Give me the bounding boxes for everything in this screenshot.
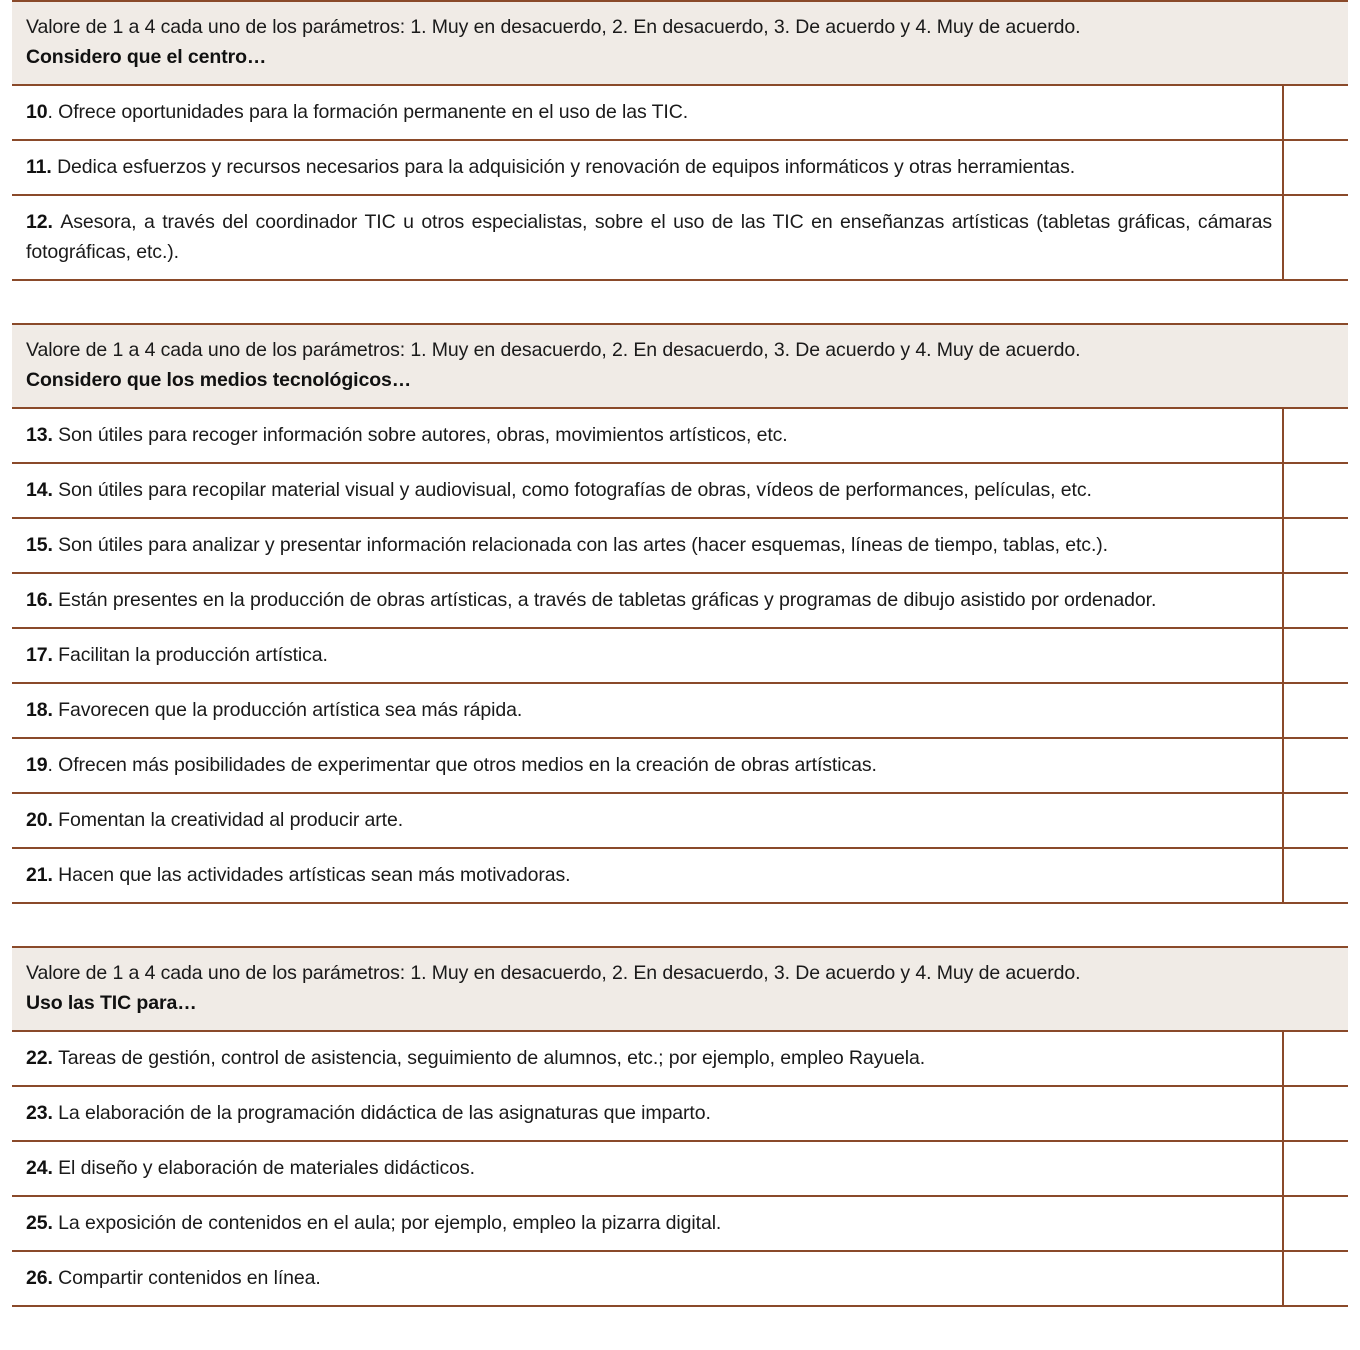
- item-number: 18: [26, 699, 48, 721]
- answer-cell[interactable]: [1284, 86, 1348, 139]
- section-rows-2: [12, 409, 1348, 902]
- item-statement: [12, 794, 1284, 847]
- item-number: 26: [26, 1267, 48, 1289]
- item-separator: .: [47, 534, 59, 556]
- table-row: [12, 141, 1348, 196]
- item-number: 12: [26, 211, 48, 233]
- answer-cell[interactable]: [1284, 196, 1348, 279]
- item-body: Facilitan la producción artística.: [58, 644, 328, 666]
- section-header-2: [12, 325, 1348, 409]
- item-separator: .: [47, 424, 59, 446]
- item-statement: [12, 1197, 1284, 1250]
- item-separator: .: [47, 1212, 59, 1234]
- table-row: [12, 519, 1348, 574]
- item-number: 14: [26, 479, 48, 501]
- item-statement: [12, 1087, 1284, 1140]
- item-statement: [12, 684, 1284, 737]
- item-number: 24: [26, 1157, 48, 1179]
- item-statement: [12, 196, 1284, 279]
- item-number: 19: [26, 754, 48, 776]
- item-statement: [12, 464, 1284, 517]
- item-number: 21: [26, 864, 48, 886]
- item-body: Favorecen que la producción artística sea más rápida.: [58, 699, 523, 721]
- table-row: [12, 629, 1348, 684]
- table-row: [12, 464, 1348, 519]
- item-statement: [12, 519, 1284, 572]
- item-statement: [12, 1252, 1284, 1305]
- questionnaire-section-1: [12, 0, 1348, 281]
- item-separator: .: [47, 754, 59, 776]
- item-separator: .: [47, 101, 59, 123]
- item-statement: [12, 1032, 1284, 1085]
- item-separator: .: [47, 1047, 59, 1069]
- item-number: 25: [26, 1212, 48, 1234]
- table-row: [12, 409, 1348, 464]
- item-body: Tareas de gestión, control de asistencia, seguimiento de alumnos, etc.; por ejemplo, empleo Rayuela.: [58, 1047, 926, 1069]
- item-statement: [12, 86, 1284, 139]
- item-number: 17: [26, 644, 48, 666]
- section-prompt-1: Considero que el centro…: [26, 46, 267, 68]
- item-separator: .: [47, 864, 59, 886]
- item-body: Son útiles para analizar y presentar información relacionada con las artes (hacer esquemas, líneas de tiempo, tablas, etc.).: [58, 534, 1108, 556]
- table-row: [12, 196, 1348, 279]
- item-body: Compartir contenidos en línea.: [58, 1267, 321, 1289]
- answer-cell[interactable]: [1284, 1032, 1348, 1085]
- table-row: [12, 1252, 1348, 1305]
- item-separator: .: [47, 479, 59, 501]
- item-separator: .: [47, 809, 59, 831]
- item-separator: .: [47, 1102, 59, 1124]
- answer-cell[interactable]: [1284, 794, 1348, 847]
- table-row: [12, 1197, 1348, 1252]
- answer-cell[interactable]: [1284, 1252, 1348, 1305]
- section-instruction-2: Valore de 1 a 4 cada uno de los parámetros: 1. Muy en desacuerdo, 2. En desacuerdo, 3. De acuerdo y 4. Muy de acuerdo.: [26, 339, 1081, 361]
- item-body: Asesora, a través del coordinador TIC u otros especialistas, sobre el uso de las TIC en enseñanzas artísticas (tabletas gráficas, cámaras fotográficas, etc.).: [26, 211, 1272, 263]
- item-statement: [12, 849, 1284, 902]
- item-body: La exposición de contenidos en el aula; por ejemplo, empleo la pizarra digital.: [58, 1212, 722, 1234]
- section-rows-3: [12, 1032, 1348, 1305]
- table-row: [12, 574, 1348, 629]
- item-number: 13: [26, 424, 48, 446]
- table-row: [12, 849, 1348, 902]
- answer-cell[interactable]: [1284, 684, 1348, 737]
- section-gap: [0, 281, 1360, 323]
- item-separator: .: [47, 644, 59, 666]
- item-statement: [12, 574, 1284, 627]
- item-number: 22: [26, 1047, 48, 1069]
- answer-cell[interactable]: [1284, 519, 1348, 572]
- item-separator: .: [47, 1157, 59, 1179]
- item-body: Dedica esfuerzos y recursos necesarios para la adquisición y renovación de equipos informáticos y otras herramientas.: [57, 156, 1076, 178]
- answer-cell[interactable]: [1284, 1087, 1348, 1140]
- table-row: [12, 86, 1348, 141]
- item-body: La elaboración de la programación didáctica de las asignaturas que imparto.: [58, 1102, 711, 1124]
- answer-cell[interactable]: [1284, 464, 1348, 517]
- answer-cell[interactable]: [1284, 739, 1348, 792]
- item-body: El diseño y elaboración de materiales didácticos.: [58, 1157, 475, 1179]
- answer-cell[interactable]: [1284, 574, 1348, 627]
- section-header-3: [12, 948, 1348, 1032]
- section-gap: [0, 904, 1360, 946]
- section-instruction-1: Valore de 1 a 4 cada uno de los parámetros: 1. Muy en desacuerdo, 2. En desacuerdo, 3. De acuerdo y 4. Muy de acuerdo.: [26, 16, 1081, 38]
- questionnaire-section-2: [12, 323, 1348, 904]
- item-separator: .: [47, 589, 59, 611]
- item-body: Son útiles para recopilar material visual y audiovisual, como fotografías de obras, vídeos de performances, películas, etc.: [58, 479, 1092, 501]
- item-separator: .: [46, 156, 58, 178]
- item-separator: .: [47, 699, 59, 721]
- item-number: 23: [26, 1102, 48, 1124]
- section-prompt-3: Uso las TIC para…: [26, 992, 197, 1014]
- table-row: [12, 739, 1348, 794]
- item-number: 11: [26, 156, 47, 178]
- item-statement: [12, 409, 1284, 462]
- item-body: Fomentan la creatividad al producir arte.: [58, 809, 404, 831]
- table-row: [12, 794, 1348, 849]
- item-separator: .: [47, 211, 61, 233]
- answer-cell[interactable]: [1284, 409, 1348, 462]
- answer-cell[interactable]: [1284, 629, 1348, 682]
- item-statement: [12, 739, 1284, 792]
- table-row: [12, 1087, 1348, 1142]
- table-row: [12, 1032, 1348, 1087]
- item-number: 15: [26, 534, 48, 556]
- item-separator: .: [47, 1267, 59, 1289]
- questionnaire-section-3: [12, 946, 1348, 1307]
- answer-cell[interactable]: [1284, 1197, 1348, 1250]
- answer-cell[interactable]: [1284, 141, 1348, 194]
- item-statement: [12, 141, 1284, 194]
- answer-cell[interactable]: [1284, 849, 1348, 902]
- item-body: Ofrece oportunidades para la formación permanente en el uso de las TIC.: [58, 101, 689, 123]
- item-statement: [12, 1142, 1284, 1195]
- section-header-1: [12, 2, 1348, 86]
- section-prompt-2: Considero que los medios tecnológicos…: [26, 369, 412, 391]
- item-number: 10: [26, 101, 48, 123]
- item-body: Ofrecen más posibilidades de experimentar que otros medios en la creación de obras artísticas.: [58, 754, 877, 776]
- item-statement: [12, 629, 1284, 682]
- item-number: 20: [26, 809, 48, 831]
- item-body: Están presentes en la producción de obras artísticas, a través de tabletas gráficas y programas de dibujo asistido por ordenador.: [58, 589, 1157, 611]
- table-row: [12, 684, 1348, 739]
- answer-cell[interactable]: [1284, 1142, 1348, 1195]
- item-number: 16: [26, 589, 48, 611]
- item-body: Son útiles para recoger información sobre autores, obras, movimientos artísticos, etc.: [58, 424, 788, 446]
- section-rows-1: [12, 86, 1348, 279]
- section-instruction-3: Valore de 1 a 4 cada uno de los parámetros: 1. Muy en desacuerdo, 2. En desacuerdo, 3. De acuerdo y 4. Muy de acuerdo.: [26, 962, 1081, 984]
- item-body: Hacen que las actividades artísticas sean más motivadoras.: [58, 864, 571, 886]
- table-row: [12, 1142, 1348, 1197]
